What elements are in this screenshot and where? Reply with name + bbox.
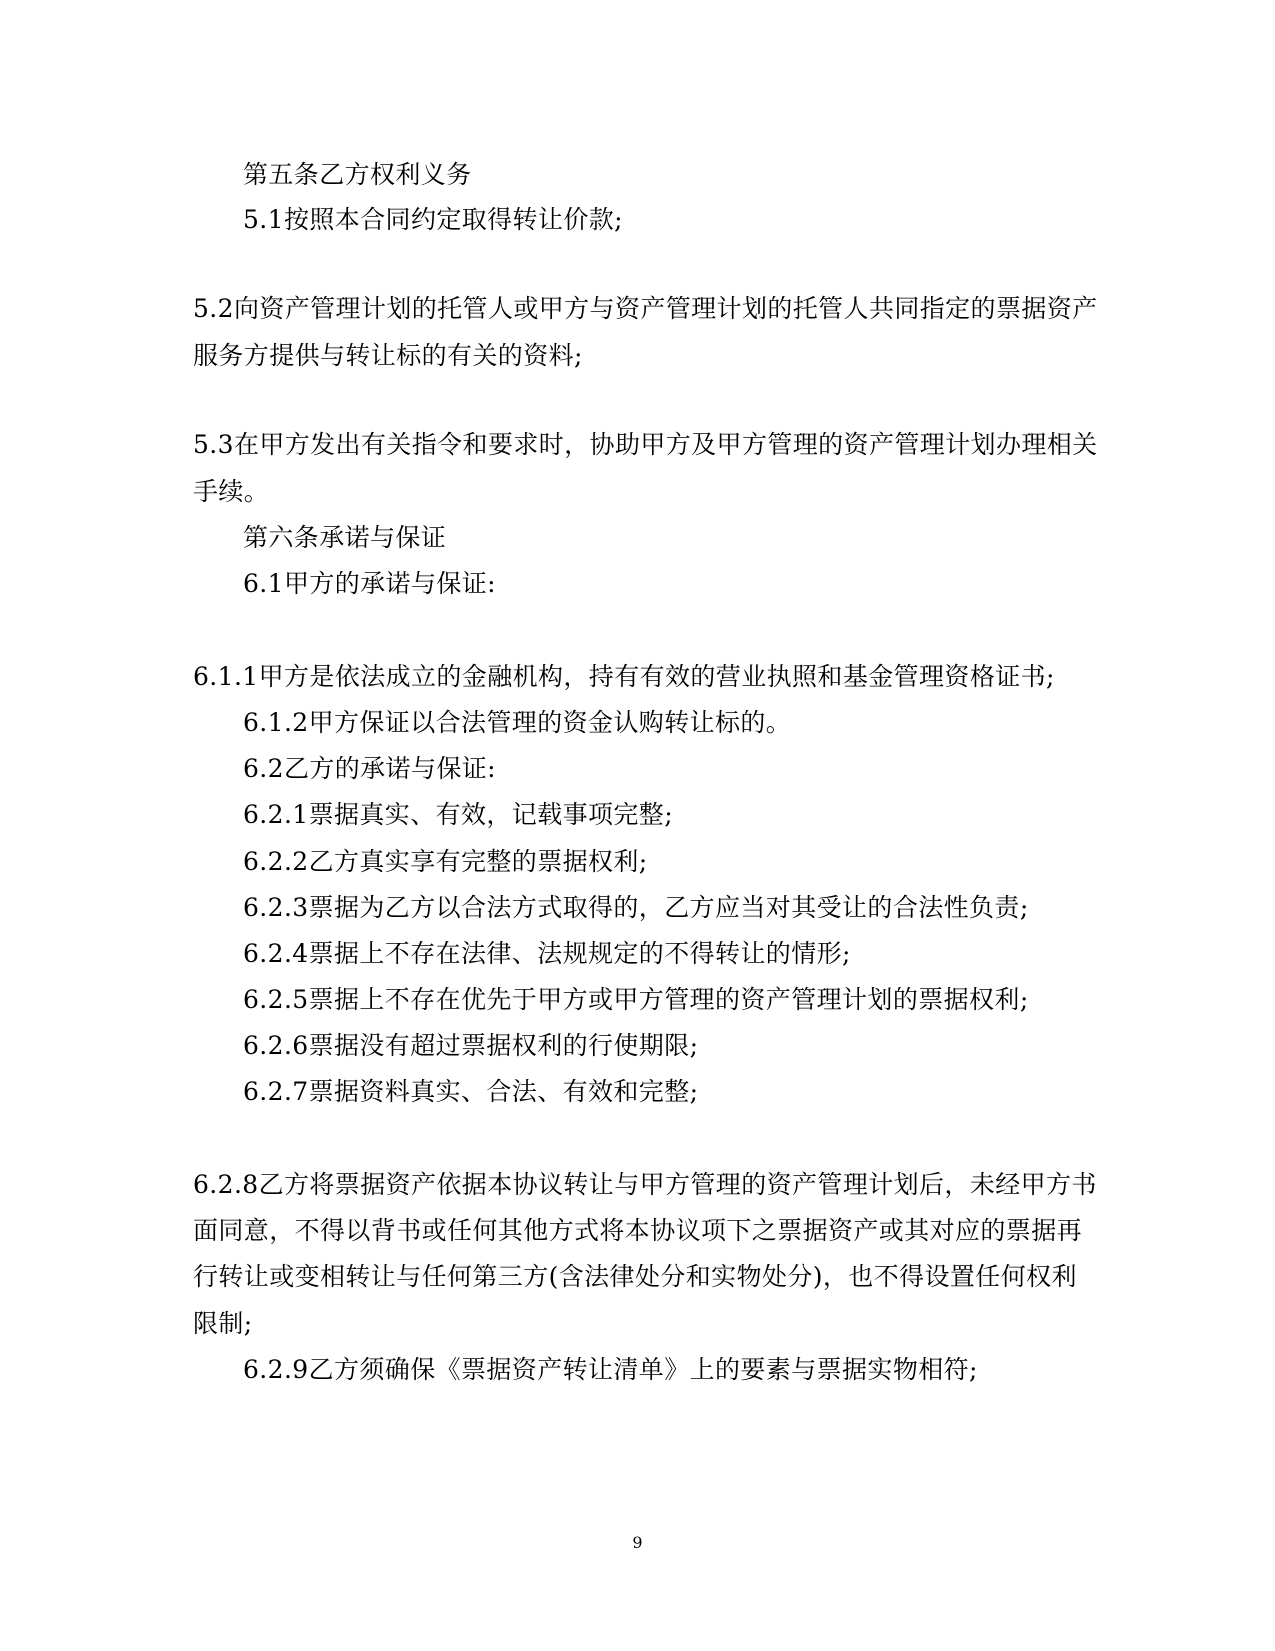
clause-6-2-8-line-1: 6.2.8乙方将票据资产依据本协议转让与甲方管理的资产管理计划后，未经甲方书	[193, 1170, 1097, 1199]
clause-6-2-5: 6.2.5票据上不存在优先于甲方或甲方管理的资产管理计划的票据权利;	[243, 985, 1029, 1014]
clause-5-3-line-1: 5.3在甲方发出有关指令和要求时，协助甲方及甲方管理的资产管理计划办理相关	[193, 430, 1098, 459]
clause-6-2-3: 6.2.3票据为乙方以合法方式取得的，乙方应当对其受让的合法性负责;	[243, 893, 1029, 922]
clause-6-1-2: 6.1.2甲方保证以合法管理的资金认购转让标的。	[243, 708, 792, 737]
clause-6-2-1: 6.2.1票据真实、有效，记载事项完整;	[243, 800, 674, 829]
clause-6-2-6: 6.2.6票据没有超过票据权利的行使期限;	[243, 1031, 699, 1060]
clause-5-3-line-2: 手续。	[193, 477, 270, 506]
clause-6-2-8-line-2: 面同意，不得以背书或任何其他方式将本协议项下之票据资产或其对应的票据再	[193, 1216, 1083, 1245]
clause-6-2-4: 6.2.4票据上不存在法律、法规规定的不得转让的情形;	[243, 939, 851, 968]
clause-5-2-line-2: 服务方提供与转让标的有关的资料;	[193, 341, 583, 370]
clause-6-2-8-line-4: 限制;	[193, 1309, 253, 1338]
page-number: 9	[632, 1533, 643, 1552]
article-6-heading: 第六条承诺与保证	[243, 523, 447, 552]
clause-5-2-line-1: 5.2向资产管理计划的托管人或甲方与资产管理计划的托管人共同指定的票据资产	[193, 294, 1098, 323]
article-5-heading: 第五条乙方权利义务	[243, 160, 472, 189]
clause-6-2-8-line-3: 行转让或变相转让与任何第三方(含法律处分和实物处分)，也不得设置任何权利	[193, 1262, 1077, 1291]
clause-6-2-7: 6.2.7票据资料真实、合法、有效和完整;	[243, 1077, 699, 1106]
clause-6-1-1: 6.1.1甲方是依法成立的金融机构，持有有效的营业执照和基金管理资格证书;	[193, 662, 1055, 691]
clause-5-1: 5.1按照本合同约定取得转让价款;	[243, 205, 623, 234]
clause-6-2: 6.2乙方的承诺与保证:	[243, 754, 496, 783]
clause-6-2-2: 6.2.2乙方真实享有完整的票据权利;	[243, 847, 648, 876]
clause-6-1: 6.1甲方的承诺与保证:	[243, 569, 496, 598]
clause-6-2-9: 6.2.9乙方须确保《票据资产转让清单》上的要素与票据实物相符;	[243, 1355, 978, 1384]
